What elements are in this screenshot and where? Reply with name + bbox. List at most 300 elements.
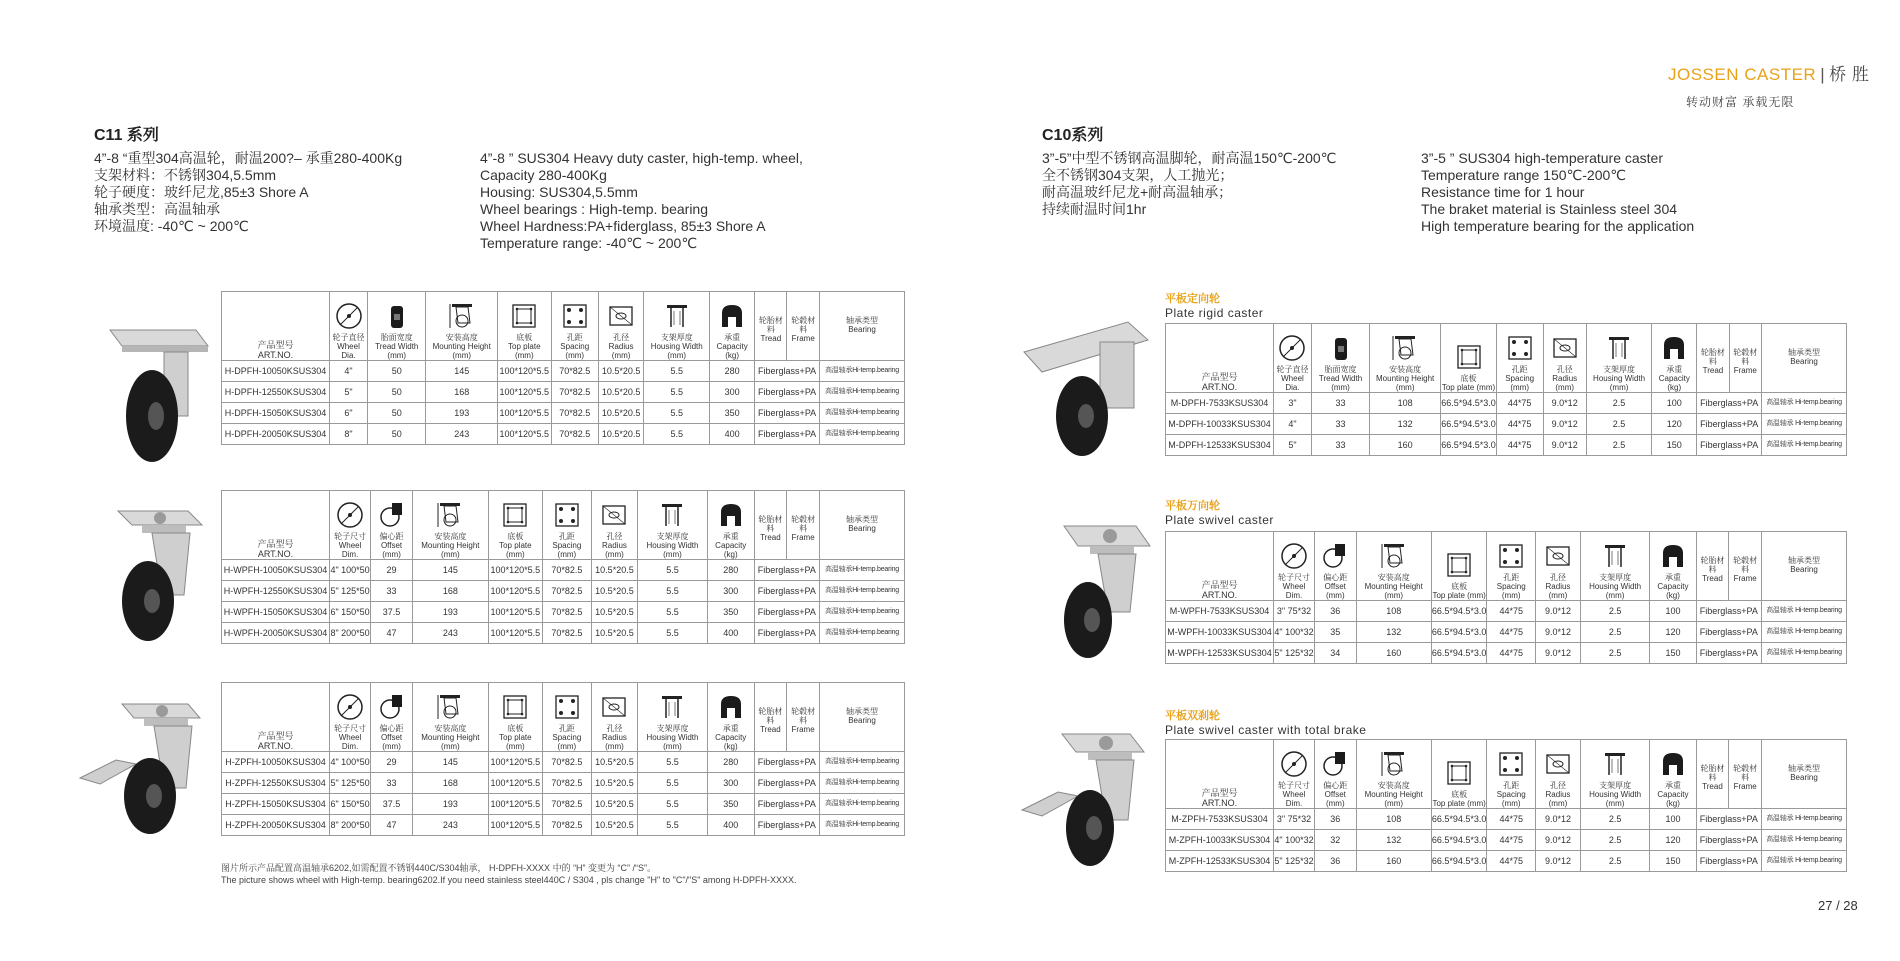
table-cell: Fiberglass+PA: [1697, 435, 1762, 456]
column-header-cn: 轮子尺寸: [1277, 573, 1310, 582]
column-header: [598, 292, 643, 361]
table-cell: 9.0*12: [1543, 393, 1586, 414]
column-header: [787, 292, 820, 361]
column-header: [820, 683, 905, 752]
wheel-dia-icon: [1280, 541, 1308, 571]
table-cell: 5" 125*32: [1274, 643, 1315, 664]
table-cell: 168: [426, 382, 498, 403]
column-header-cn: 轮胎材料: [1700, 556, 1725, 574]
art-no-cell: H-ZPFH-20050KSUS304: [222, 815, 330, 836]
art-no-header: [222, 683, 330, 752]
column-header-en: Radius (mm): [1552, 374, 1578, 392]
column-header: [488, 683, 542, 752]
table-cell: 66.5*94.5*3.0: [1441, 393, 1497, 414]
column-header-cn: 轮子直径: [1276, 365, 1309, 374]
table-cell: 300: [707, 773, 754, 794]
table-cell: 100: [1650, 601, 1696, 622]
table-cell: 160: [1356, 851, 1431, 872]
table-header-row: [222, 292, 905, 361]
column-header-en: Bearing: [1790, 565, 1818, 574]
column-header-en: Frame: [1733, 782, 1757, 791]
table5-title: [1165, 497, 1274, 527]
table-cell: 70*82.5: [551, 424, 598, 445]
table-cell: 70*82.5: [542, 773, 591, 794]
art-no-cell: H-DPFH-12550KSUS304: [222, 382, 330, 403]
column-header: [1729, 532, 1762, 601]
column-header-cn: 胎面宽度: [1324, 365, 1357, 374]
column-header: [1696, 740, 1729, 809]
left-desc-cn: 4”-8 “重型304高温轮，耐温200?– 承重280-400Kg 支架材料：不锈钢304,5.5mm 轮子硬度：玻纤尼龙,85±3 Shore A 轴承类型：高温轴承 环境温度: -40℃ ~ 200℃: [94, 150, 403, 234]
column-header-en: Top plate (mm): [499, 733, 532, 751]
column-header: [1274, 532, 1315, 601]
capacity-icon: [717, 692, 745, 722]
mounting-height-icon: [1380, 749, 1408, 779]
plate-swivel-caster-image: [1040, 520, 1160, 665]
art-no-cell: H-DPFH-20050KSUS304: [222, 424, 330, 445]
offset-icon: [1321, 541, 1349, 571]
column-header: [1729, 324, 1761, 393]
table4-title-en: Plate rigid caster: [1165, 306, 1264, 320]
tread-width-icon: [1327, 333, 1355, 363]
art-no-cell: M-DPFH-7533KSUS304: [1166, 393, 1274, 414]
column-header: [368, 292, 426, 361]
column-header-cn: 轮胎材料: [1700, 348, 1725, 366]
table-cell: 100*120*5.5: [497, 382, 551, 403]
column-header: [1586, 324, 1651, 393]
swivel-caster-image: [102, 505, 212, 645]
radius-icon: [1544, 749, 1572, 779]
column-header-en: Mounting Height (mm): [1376, 374, 1435, 392]
column-header-en: Spacing (mm): [1496, 582, 1526, 600]
table-cell: 44*75: [1496, 414, 1543, 435]
table-cell: 4": [330, 361, 368, 382]
column-header-cn: 轮子尺寸: [334, 532, 367, 541]
table-cell: 66.5*94.5*3.0: [1431, 622, 1487, 643]
table-cell: 9.0*12: [1536, 643, 1581, 664]
column-header-cn: 轮毂材料: [1733, 348, 1758, 366]
column-header-cn: 偏心距: [379, 532, 404, 541]
column-header-cn: 孔径: [613, 333, 630, 342]
table-row: [1166, 435, 1847, 456]
radius-icon: [1544, 541, 1572, 571]
table-header-row: [222, 491, 905, 560]
table-cell: Fiberglass+PA: [754, 560, 819, 581]
top-plate-icon: [1445, 758, 1473, 788]
table-cell: 400: [710, 424, 755, 445]
column-header-en: Frame: [791, 725, 815, 734]
table-cell: 145: [412, 752, 488, 773]
table-cell: 120: [1650, 622, 1696, 643]
table-row: [1166, 809, 1847, 830]
spacing-icon: [1506, 333, 1534, 363]
table-cell: 70*82.5: [551, 382, 598, 403]
column-header-en: Mounting Height (mm): [1364, 582, 1423, 600]
column-header-cn: 支架厚度: [1603, 365, 1636, 374]
art-no-cn: 产品型号: [1201, 788, 1238, 798]
table-cell: 243: [412, 623, 488, 644]
table-cell: 70*82.5: [542, 602, 591, 623]
table-cell: 2.5: [1586, 435, 1651, 456]
column-header: [707, 491, 754, 560]
table-cell: Fiberglass+PA: [754, 602, 819, 623]
table-row: [222, 361, 905, 382]
art-no-cn: 产品型号: [257, 539, 294, 549]
table-cell: 5.5: [638, 773, 708, 794]
wheel-dia-icon: [335, 301, 363, 331]
table-cell: Fiberglass+PA: [1696, 643, 1761, 664]
column-header-en: Housing Width (mm): [1589, 582, 1642, 600]
column-header-cn: 支架厚度: [660, 333, 693, 342]
column-header: [371, 491, 413, 560]
table-cell: 8" 200*50: [330, 623, 371, 644]
table-cell: 100*120*5.5: [497, 403, 551, 424]
column-header-en: Bearing: [848, 325, 876, 334]
table-cell: 44*75: [1487, 830, 1536, 851]
column-header: [820, 292, 905, 361]
wheel-dia-icon: [1278, 333, 1306, 363]
table-cell: 2.5: [1580, 830, 1649, 851]
table-cell: 100: [1650, 809, 1696, 830]
table-row: [222, 560, 905, 581]
table-cell: 34: [1314, 643, 1356, 664]
column-header-cn: 轮毂材料: [791, 707, 816, 725]
art-no-cell: H-WPFH-10050KSUS304: [222, 560, 330, 581]
table-cell: 高温轴承Hi-temp.bearing: [820, 403, 905, 424]
column-header-en: Housing Width (mm): [650, 342, 703, 360]
table-cell: 高温轴承 Hi-temp.bearing: [1762, 601, 1847, 622]
column-header-cn: 轴承类型: [846, 316, 878, 325]
table-cell: 2.5: [1580, 643, 1649, 664]
table5-title-cn: 平板万向轮: [1165, 500, 1220, 512]
table-cell: 36: [1314, 851, 1356, 872]
table-cell: Fiberglass+PA: [1696, 851, 1761, 872]
column-header-en: Tread: [760, 725, 781, 734]
art-no-header: [222, 491, 330, 560]
table-cell: 66.5*94.5*3.0: [1431, 809, 1487, 830]
table-cell: Fiberglass+PA: [755, 361, 820, 382]
brake-caster-image: [76, 698, 216, 838]
table-row: [1166, 414, 1847, 435]
table-cell: 高温轴承Hi-temp.bearing: [820, 815, 905, 836]
column-header-en: Bearing: [848, 716, 876, 725]
column-header: [1431, 740, 1487, 809]
column-header: [542, 683, 591, 752]
column-header: [1274, 324, 1312, 393]
column-header-en: Radius (mm): [601, 733, 627, 751]
column-header: [1697, 324, 1729, 393]
table-cell: 2.5: [1580, 809, 1649, 830]
table-cell: 100*120*5.5: [488, 623, 542, 644]
spec-table-c11-rigid: [221, 291, 905, 445]
column-header-en: Wheel Dim.: [338, 733, 362, 751]
table-cell: 高温轴承Hi-temp.bearing: [820, 424, 905, 445]
column-header-cn: 底板: [1451, 790, 1468, 799]
column-header-en: Radius (mm): [1545, 582, 1571, 600]
column-header-en: Top plate (mm): [508, 342, 541, 360]
table-row: [222, 424, 905, 445]
column-header-cn: 轴承类型: [846, 515, 878, 524]
table-cell: 50: [368, 424, 426, 445]
art-no-header: [1166, 532, 1274, 601]
column-header-en: Tread: [1702, 574, 1723, 583]
column-header: [330, 292, 368, 361]
art-no-en: ART.NO.: [1201, 382, 1238, 392]
table-row: [222, 815, 905, 836]
column-header: [1370, 324, 1441, 393]
column-header: [412, 491, 488, 560]
column-header: [330, 683, 371, 752]
table-cell: 160: [1370, 435, 1441, 456]
column-header-en: Offset (mm): [1324, 582, 1346, 600]
column-header-cn: 轴承类型: [1788, 348, 1820, 357]
table-cell: 280: [707, 752, 754, 773]
column-header-cn: 孔距: [558, 532, 575, 541]
table-cell: 33: [1311, 393, 1369, 414]
offset-icon: [1321, 749, 1349, 779]
column-header-en: Tread: [760, 334, 782, 343]
column-header-en: Tread: [1702, 782, 1723, 791]
table-cell: 100*120*5.5: [488, 794, 542, 815]
art-no-en: ART.NO.: [257, 549, 294, 559]
column-header-cn: 支架厚度: [656, 532, 689, 541]
capacity-icon: [1659, 541, 1687, 571]
table-cell: 10.5*20.5: [598, 424, 643, 445]
table6-title-en: Plate swivel caster with total brake: [1165, 723, 1367, 737]
column-header-cn: 轮胎材料: [758, 316, 783, 334]
radius-icon: [600, 500, 628, 530]
table-cell: 高温轴承 Hi-temp.bearing: [1762, 851, 1847, 872]
left-series-title: C11 系列: [94, 127, 159, 144]
table-cell: 10.5*20.5: [591, 815, 637, 836]
table-cell: 168: [412, 773, 488, 794]
table-cell: 47: [371, 815, 413, 836]
column-header-en: Capacity (kg): [715, 541, 747, 559]
column-header-cn: 安装高度: [1377, 573, 1410, 582]
table-cell: Fiberglass+PA: [1696, 601, 1761, 622]
table-cell: 350: [707, 602, 754, 623]
table-cell: 44*75: [1487, 622, 1536, 643]
table-row: [222, 794, 905, 815]
table-header-row: [1166, 532, 1847, 601]
column-header: [371, 683, 413, 752]
table-cell: 高温轴承Hi-temp.bearing: [820, 382, 905, 403]
column-header-cn: 孔径: [1549, 781, 1566, 790]
table-cell: 120: [1650, 830, 1696, 851]
table-row: [222, 581, 905, 602]
column-header-cn: 承重: [722, 724, 739, 733]
table-cell: 高温轴承Hi-temp.bearing: [820, 560, 905, 581]
column-header: [754, 491, 787, 560]
art-no-cell: M-WPFH-10033KSUS304: [1166, 622, 1274, 643]
table-cell: 33: [371, 581, 413, 602]
column-header-cn: 孔径: [606, 532, 623, 541]
column-header: [1762, 532, 1847, 601]
column-header: [1441, 324, 1497, 393]
table-cell: 100*120*5.5: [497, 424, 551, 445]
column-header-en: Spacing (mm): [560, 342, 590, 360]
right-desc-en: 3”-5 ” SUS304 high-temperature caster Temperature range 150℃-200℃ Resistance time for 1 hour The braket material is Stainless steel 304 High temperature bearing for the application: [1421, 150, 1695, 234]
art-no-cell: H-ZPFH-15050KSUS304: [222, 794, 330, 815]
housing-width-icon: [1601, 541, 1629, 571]
table-cell: 100*120*5.5: [488, 815, 542, 836]
table-cell: 5.5: [638, 602, 708, 623]
table-cell: 5" 125*50: [330, 773, 371, 794]
column-header: [1487, 532, 1536, 601]
table-cell: 70*82.5: [542, 794, 591, 815]
column-header-cn: 安装高度: [1389, 365, 1422, 374]
wheel-dia-icon: [336, 500, 364, 530]
column-header-cn: 孔径: [1549, 573, 1566, 582]
art-no-cell: M-WPFH-12533KSUS304: [1166, 643, 1274, 664]
table-cell: 2.5: [1580, 601, 1649, 622]
art-no-header: [1166, 740, 1274, 809]
mounting-height-icon: [448, 301, 476, 331]
table-cell: 66.5*94.5*3.0: [1441, 435, 1497, 456]
housing-width-icon: [658, 500, 686, 530]
table-cell: 280: [707, 560, 754, 581]
capacity-icon: [1659, 749, 1687, 779]
table-cell: 108: [1370, 393, 1441, 414]
table-row: [222, 602, 905, 623]
column-header-en: Capacity (kg): [1657, 790, 1689, 808]
table-cell: 9.0*12: [1536, 809, 1581, 830]
art-no-cell: M-WPFH-7533KSUS304: [1166, 601, 1274, 622]
column-header-en: Frame: [791, 533, 815, 542]
table-cell: 9.0*12: [1536, 851, 1581, 872]
table-cell: 29: [371, 560, 413, 581]
column-header-cn: 孔距: [1503, 781, 1520, 790]
table-cell: 66.5*94.5*3.0: [1431, 643, 1487, 664]
spacing-icon: [1497, 749, 1525, 779]
column-header: [1356, 532, 1431, 601]
column-header-cn: 底板: [507, 532, 524, 541]
column-header: [412, 683, 488, 752]
capacity-icon: [717, 500, 745, 530]
column-header-en: Bearing: [848, 524, 876, 533]
column-header: [1580, 532, 1649, 601]
table-cell: 300: [707, 581, 754, 602]
table-row: [1166, 393, 1847, 414]
table-cell: 36: [1314, 601, 1356, 622]
table-cell: 32: [1314, 830, 1356, 851]
column-header-cn: 偏心距: [379, 724, 404, 733]
table-cell: 132: [1356, 622, 1431, 643]
art-no-cn: 产品型号: [257, 340, 294, 350]
column-header: [755, 292, 787, 361]
table-cell: 5.5: [644, 382, 710, 403]
table-cell: 5.5: [638, 581, 708, 602]
tread-width-icon: [383, 301, 411, 331]
table-cell: Fiberglass+PA: [754, 581, 819, 602]
art-no-en: ART.NO.: [257, 350, 294, 360]
art-no-cell: M-DPFH-12533KSUS304: [1166, 435, 1274, 456]
table-cell: 132: [1370, 414, 1441, 435]
brand-slogan: 转动财富 承载无限: [1686, 95, 1795, 109]
brand-cn-name: 桥 胜: [1829, 65, 1870, 84]
table-cell: 44*75: [1487, 643, 1536, 664]
column-header-en: Capacity (kg): [715, 733, 747, 751]
table-cell: 193: [412, 602, 488, 623]
column-header-cn: 孔距: [1511, 365, 1528, 374]
column-header-cn: 承重: [1664, 573, 1681, 582]
column-header-en: Spacing (mm): [552, 733, 582, 751]
column-header: [1536, 740, 1581, 809]
table-cell: 70*82.5: [542, 815, 591, 836]
column-header: [638, 683, 708, 752]
table-cell: 5": [1274, 435, 1312, 456]
table-cell: 44*75: [1487, 851, 1536, 872]
column-header-en: Top plate (mm): [499, 541, 532, 559]
housing-width-icon: [663, 301, 691, 331]
column-header-en: Tread Width (mm): [375, 342, 419, 360]
column-header: [707, 683, 754, 752]
column-header-en: Spacing (mm): [552, 541, 582, 559]
table-cell: 5.5: [644, 403, 710, 424]
table-cell: 高温轴承Hi-temp.bearing: [820, 773, 905, 794]
column-header-en: Top plate (mm): [1432, 799, 1486, 808]
table-cell: 160: [1356, 643, 1431, 664]
table-cell: 5.5: [644, 361, 710, 382]
table-cell: Fiberglass+PA: [755, 424, 820, 445]
table-cell: 300: [710, 382, 755, 403]
table-cell: 高温轴承 Hi-temp.bearing: [1762, 622, 1847, 643]
column-header: [1536, 532, 1581, 601]
bearing-note-en: The picture shows wheel with High-temp. bearing6202.If you need stainless steel440C / S304 , pls change "H" to "C"/"S" among H-DPFH-XXXX.: [221, 875, 797, 885]
table-cell: 145: [412, 560, 488, 581]
column-header: [1762, 740, 1847, 809]
column-header-cn: 轮子尺寸: [1277, 781, 1310, 790]
column-header-en: Wheel Dia.: [1281, 374, 1304, 392]
table-row: [222, 403, 905, 424]
table6-title-cn: 平板双刹轮: [1165, 710, 1220, 722]
table-cell: 37.5: [371, 602, 413, 623]
table-cell: Fiberglass+PA: [1696, 622, 1761, 643]
column-header-en: Frame: [1733, 366, 1757, 375]
table-cell: 33: [1311, 414, 1369, 435]
wheel-dia-icon: [1280, 749, 1308, 779]
table-cell: 150: [1650, 851, 1696, 872]
table-cell: 145: [426, 361, 498, 382]
art-no-header: [1166, 324, 1274, 393]
table-cell: 66.5*94.5*3.0: [1431, 601, 1487, 622]
column-header-en: Housing Width (mm): [1593, 374, 1646, 392]
table-cell: Fiberglass+PA: [1696, 809, 1761, 830]
table-cell: 193: [412, 794, 488, 815]
table5-title-en: Plate swivel caster: [1165, 513, 1274, 527]
table-cell: 5.5: [638, 623, 708, 644]
table-cell: 35: [1314, 622, 1356, 643]
table-cell: 高温轴承 Hi-temp.bearing: [1762, 393, 1847, 414]
offset-icon: [378, 692, 406, 722]
table-cell: 100*120*5.5: [488, 560, 542, 581]
column-header-cn: 轮子尺寸: [334, 724, 367, 733]
rigid-caster-image: [104, 318, 214, 468]
table-cell: 280: [710, 361, 755, 382]
table-cell: 70*82.5: [542, 560, 591, 581]
plate-brake-caster-image: [1018, 728, 1163, 873]
page-number: 27 / 28: [1818, 898, 1858, 913]
column-header-cn: 轴承类型: [1788, 556, 1820, 565]
column-header-cn: 轴承类型: [1788, 764, 1820, 773]
column-header: [1496, 324, 1543, 393]
column-header: [591, 683, 637, 752]
table-row: [222, 773, 905, 794]
table-cell: 高温轴承 Hi-temp.bearing: [1762, 809, 1847, 830]
column-header-cn: 胎面宽度: [380, 333, 413, 342]
column-header-cn: 轮毂材料: [1733, 556, 1758, 574]
column-header-cn: 承重: [724, 333, 741, 342]
column-header: [1314, 532, 1356, 601]
